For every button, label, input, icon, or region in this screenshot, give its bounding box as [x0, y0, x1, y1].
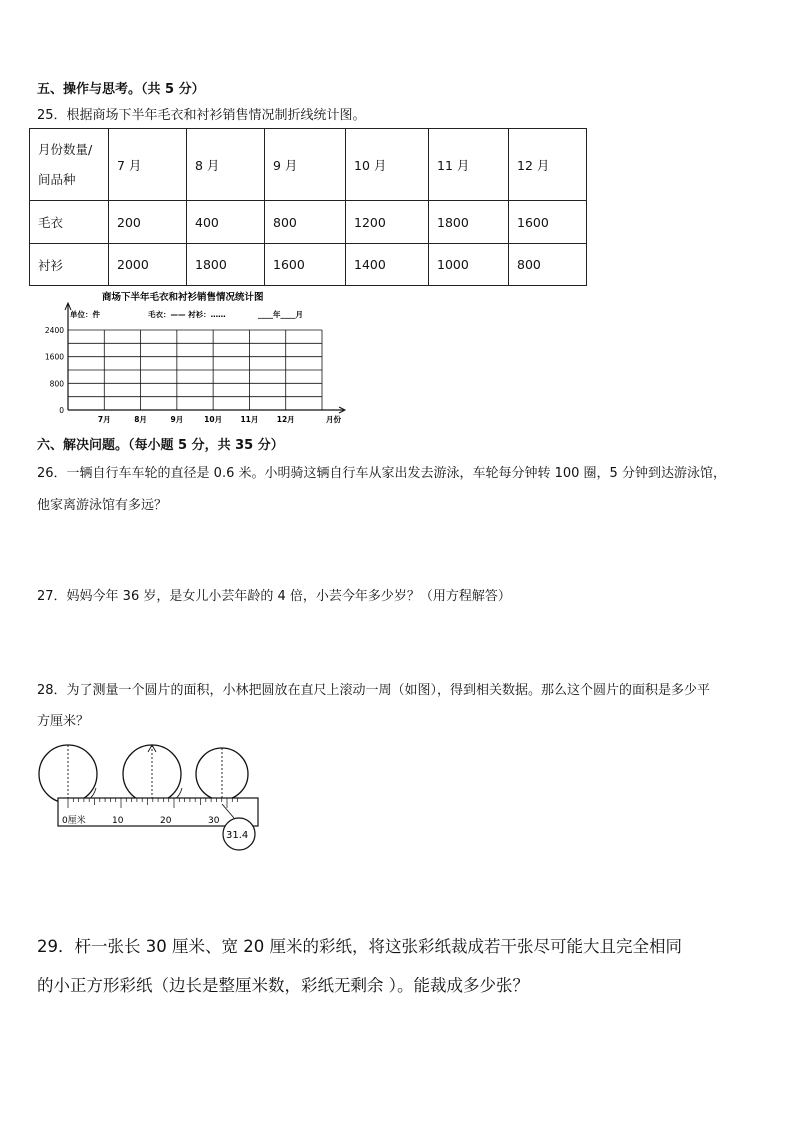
chart-unit-label: 单位：件 [70, 310, 100, 319]
y-tick-label: 800 [49, 379, 64, 389]
table-cell: 800 [265, 201, 346, 244]
chart-y-ticks [45, 326, 64, 415]
chart-date-label: ____年____月 [258, 310, 303, 319]
table-cell: 1600 [265, 244, 346, 286]
table-cell: 1600 [509, 201, 587, 244]
table-cell: 1800 [429, 201, 509, 244]
q29-line2: 的小正方形彩纸（边长是整厘米数，彩纸无剩余 ）。能裁成多少张？ [37, 976, 529, 995]
ruler-label: 20 [160, 816, 172, 826]
x-tick-label: 9月 [170, 415, 184, 424]
q28-line2: 方厘米？ [37, 714, 90, 729]
table-cell: 1800 [187, 244, 265, 286]
table-cell: 1200 [346, 201, 429, 244]
q26-line1: 26．一辆自行车车轮的直径是 0.6 米。小明骑这辆自行车从家出发去游泳，车轮每分钟转 100 圈，5 分钟到达游泳馆， [37, 466, 726, 481]
month-header: 10 月 [346, 129, 429, 201]
table-row [30, 244, 587, 286]
x-tick-label: 7月 [97, 415, 111, 424]
x-tick-label: 8月 [134, 415, 147, 424]
table-cell: 400 [187, 201, 265, 244]
month-header: 8 月 [187, 129, 265, 201]
ruler-label: 10 [112, 816, 124, 826]
q26-line2: 他家离游泳馆有多远？ [37, 498, 168, 513]
q25-text: 25．根据商场下半年毛衣和衬衫销售情况制折线统计图。 [37, 108, 366, 123]
x-tick-label: 10月 [204, 415, 223, 424]
table-cell: 1400 [346, 244, 429, 286]
y-tick-label: 2400 [44, 326, 64, 335]
y-tick-label: 1600 [44, 352, 64, 362]
sales-line-chart [30, 286, 360, 426]
table-cell: 200 [109, 201, 187, 244]
table-row [30, 201, 587, 244]
corner-line1: 月份数量/ [38, 141, 93, 157]
chart-grid [68, 330, 322, 410]
chart-legend: 毛衣：—— 衬衫：…… [148, 310, 226, 319]
q28-line1: 28．为了测量一个圆片的面积，小林把圆放在直尺上滚动一周（如图），得到相关数据。那么这个圆片的面积是多少平 [37, 683, 711, 698]
x-tick-label: 12月 [276, 415, 295, 424]
row-name: 衬衫 [30, 244, 109, 286]
corner-line2: 间品种 [38, 171, 76, 187]
month-header: 9 月 [265, 129, 346, 201]
q29-line1: 29．杆一张长 30 厘米、宽 20 厘米的彩纸，将这张彩纸裁成若干张尽可能大且完全相同 [37, 937, 682, 956]
y-tick-label: 0 [59, 406, 64, 415]
table-cell: 1000 [429, 244, 509, 286]
ruler-label: 30 [208, 816, 220, 826]
section6-title: 六、解决问题。（每小题 5 分，共 35 分） [37, 438, 284, 453]
measure-value: 31.4 [226, 830, 249, 841]
sales-table [29, 128, 587, 286]
month-header: 11 月 [429, 129, 509, 201]
ruler-label: 0厘米 [62, 816, 86, 826]
table-cell: 800 [509, 244, 587, 286]
q27-text: 27．妈妈今年 36 岁，是女儿小芸年龄的 4 倍，小芸今年多少岁？（用方程解答） [37, 589, 511, 604]
table-corner-cell [30, 129, 109, 201]
month-header: 12 月 [509, 129, 587, 201]
x-axis-label: 月份 [326, 415, 341, 424]
section5-title: 五、操作与思考。（共 5 分） [37, 82, 205, 97]
circle-ruler-figure [36, 738, 266, 860]
table-cell: 2000 [109, 244, 187, 286]
x-tick-label: 11月 [240, 415, 259, 424]
row-name: 毛衣 [30, 201, 109, 244]
month-header: 7 月 [109, 129, 187, 201]
chart-x-ticks [98, 414, 342, 424]
chart-title: 商场下半年毛衣和衬衫销售情况统计图 [102, 292, 264, 303]
table-header-row [30, 129, 587, 201]
